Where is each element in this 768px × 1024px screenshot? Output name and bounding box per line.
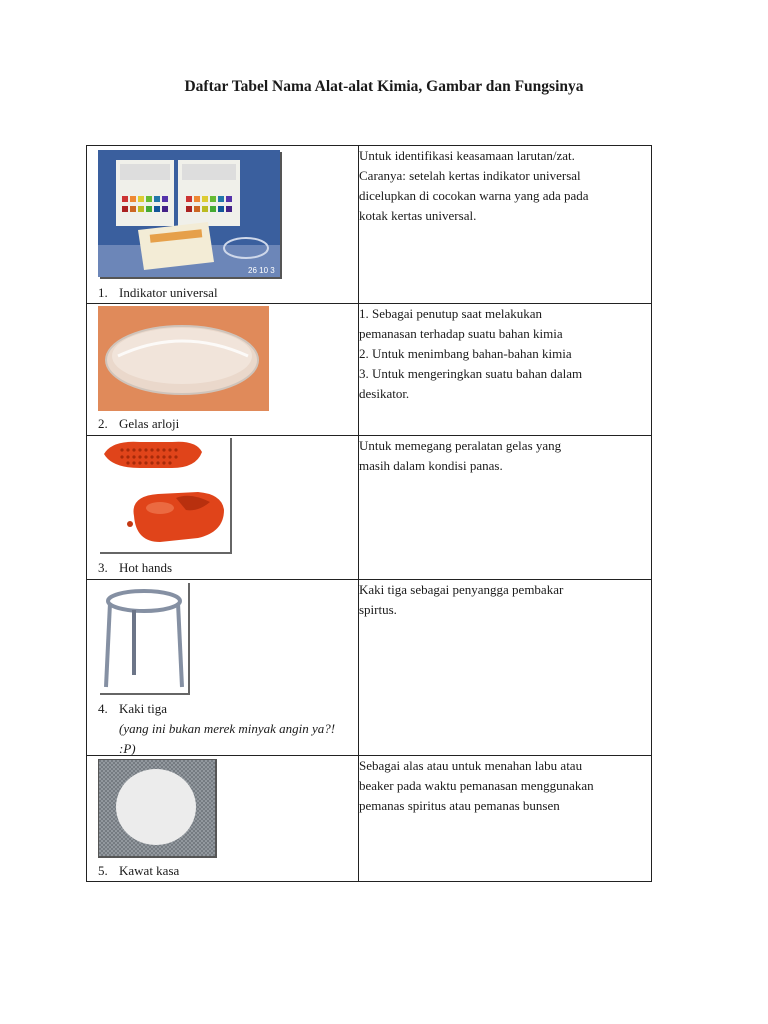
page-title: Daftar Tabel Nama Alat-alat Kimia, Gambar dan Fungsinya <box>184 78 584 95</box>
description-line: kotak kertas universal. <box>359 208 477 223</box>
description-cell <box>359 304 652 436</box>
description-line: spirtus. <box>359 602 397 617</box>
image-cell <box>87 436 359 580</box>
description-cell <box>359 436 652 580</box>
description-line: 3. Untuk mengeringkan suatu bahan dalam <box>359 366 583 381</box>
tripod-photo <box>100 583 190 695</box>
description-line: Untuk memegang peralatan gelas yang <box>359 438 562 453</box>
image-cell <box>87 146 359 304</box>
description-line: beaker pada waktu pemanasan menggunakan <box>359 778 594 793</box>
universal-indicator-photo <box>98 150 280 277</box>
description-line: masih dalam kondisi panas. <box>359 458 503 473</box>
image-cell <box>87 304 359 436</box>
description-cell <box>359 146 652 304</box>
table-row <box>87 304 652 436</box>
description-line: 1. Sebagai penutup saat melakukan <box>359 306 543 321</box>
description-line: Caranya: setelah kertas indikator universal <box>359 168 581 183</box>
image-cell <box>87 580 359 756</box>
table-row <box>87 756 652 882</box>
photo-date-stamp: 26 10 3 <box>248 266 275 275</box>
description-line: pemanasan terhadap suatu bahan kimia <box>359 326 563 341</box>
image-cell <box>87 756 359 882</box>
equipment-table <box>86 145 652 882</box>
description-line: pemanas spiritus atau pemanas bunsen <box>359 798 560 813</box>
description-cell <box>359 580 652 756</box>
description-cell <box>359 756 652 882</box>
item-label: 2. Gelas arloji <box>98 416 180 431</box>
item-label: 5. Kawat kasa <box>98 863 180 878</box>
item-label: 3. Hot hands <box>98 560 173 575</box>
hot-hands-photo <box>100 438 232 554</box>
description-line: Untuk identifikasi keasamaan larutan/zat. <box>359 148 575 163</box>
description-line: desikator. <box>359 386 410 401</box>
description-line: dicelupkan di cocokan warna yang ada pada <box>359 188 589 203</box>
description-line: Sebagai alas atau untuk menahan labu atau <box>359 758 583 773</box>
item-label: 4. Kaki tiga <box>98 701 168 716</box>
item-note: (yang ini bukan merek minyak angin ya?! :P) <box>119 721 336 756</box>
item-label: 1. Indikator universal <box>98 285 218 300</box>
description-line: Kaki tiga sebagai penyangga pembakar <box>359 582 564 597</box>
table-row <box>87 146 652 304</box>
description-line: 2. Untuk menimbang bahan-bahan kimia <box>359 346 572 361</box>
wire-gauze-photo <box>98 759 218 859</box>
watch-glass-photo <box>98 306 269 411</box>
table-row <box>87 436 652 580</box>
table-row <box>87 580 652 756</box>
